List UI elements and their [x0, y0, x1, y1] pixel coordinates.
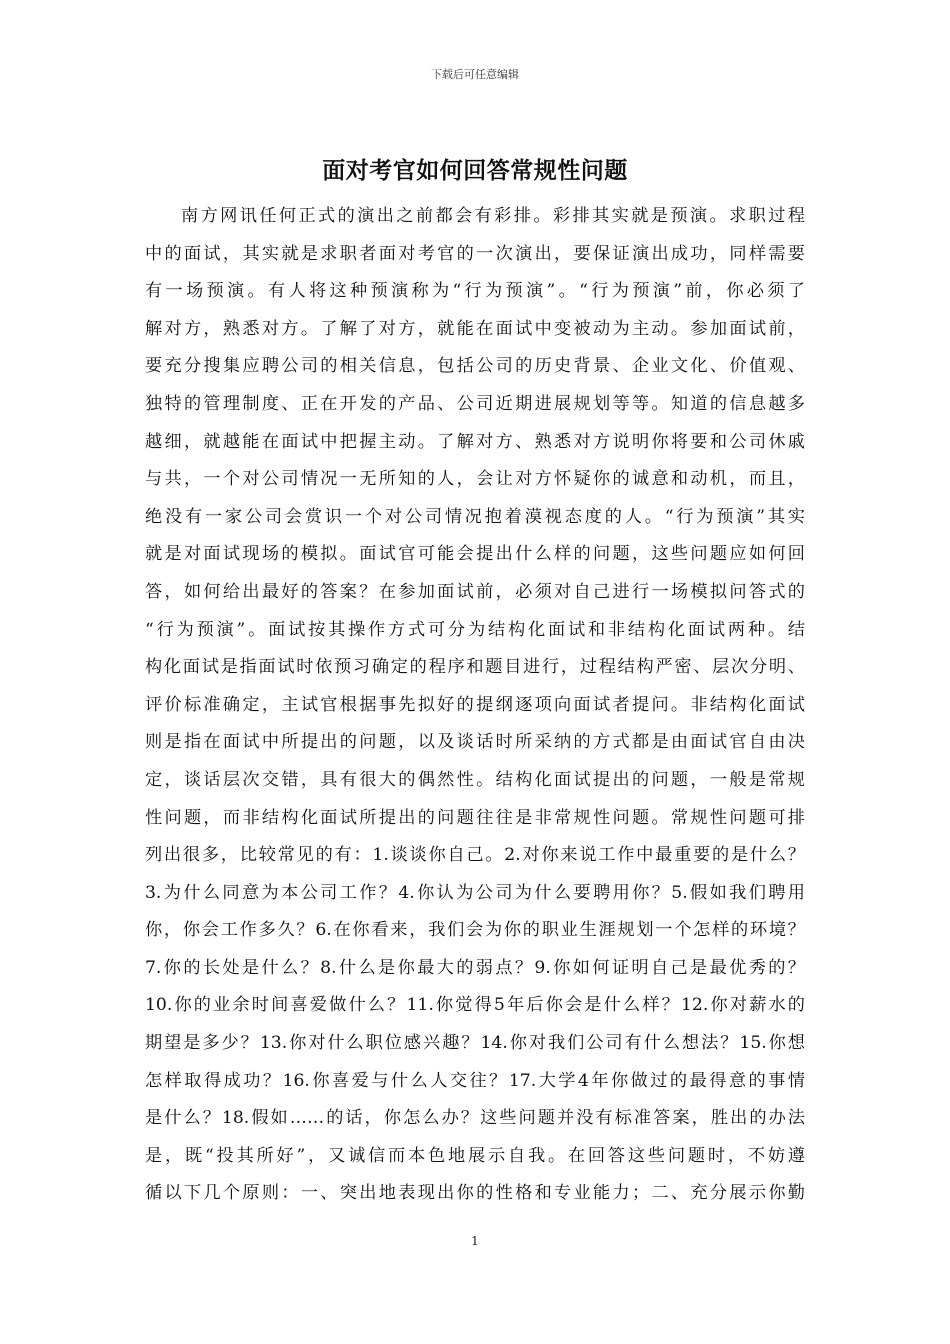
text-line: 则是指在面试中所提出的问题，以及谈话时所采纳的方式都是由面试官自由决	[145, 732, 805, 753]
text-line: 定，谈话层次交错，具有很大的偶然性。结构化面试提出的问题，一般是常规	[145, 769, 805, 790]
text-line: 南方网讯任何正式的演出之前都会有彩排。彩排其实就是预演。求职过程	[181, 206, 805, 226]
text-line: 评价标准确定，主试官根据事先拟好的提纲逐项向面试者提问。非结构化面试	[145, 694, 805, 715]
text-line: 要充分搜集应聘公司的相关信息，包括公司的历史背景、企业文化、价值观、	[145, 356, 805, 377]
text-line: 怎样取得成功？16.你喜爱与什么人交往？17.大学4年你做过的最得意的事情	[145, 1070, 805, 1091]
text-line: 越细，就越能在面试中把握主动。了解对方、熟悉对方说明你将要和公司休戚	[145, 431, 805, 452]
text-line: 10.你的业余时间喜爱做什么？11.你觉得5年后你会是什么样？12.你对薪水的	[145, 995, 805, 1016]
body-paragraph	[145, 198, 805, 1213]
text-line: 3.为什么同意为本公司工作？4.你认为公司为什么要聘用你？5.假如我们聘用	[145, 882, 805, 903]
page-number: 1	[471, 1234, 479, 1248]
text-line: “行为预演”。面试按其操作方式可分为结构化面试和非结构化面试两种。结	[145, 619, 805, 640]
text-line: 是什么？18.假如……的话，你怎么办？这些问题并没有标准答案，胜出的办法	[145, 1108, 805, 1129]
text-line: 就是对面试现场的模拟。面试官可能会提出什么样的问题，这些问题应如何回	[145, 544, 805, 565]
text-line: 有一场预演。有人将这种预演称为“行为预演”。“行为预演”前，你必须了	[145, 281, 805, 302]
text-line: 构化面试是指面试时依预习确定的程序和题目进行，过程结构严密、层次分明、	[145, 657, 805, 678]
text-line: 列出很多，比较常见的有：1.谈谈你自己。2.对你来说工作中最重要的是什么？	[145, 845, 805, 866]
text-line: 7.你的长处是什么？8.什么是你最大的弱点？9.你如何证明自己是最优秀的？	[145, 957, 805, 978]
text-line: 循以下几个原则：一、突出地表现出你的性格和专业能力；二、充分展示你勤	[145, 1183, 805, 1204]
text-line: 与共，一个对公司情况一无所知的人，会让对方怀疑你的诚意和动机，而且，	[145, 469, 805, 490]
text-line: 答，如何给出最好的答案？在参加面试前，必须对自己进行一场模拟问答式的	[145, 581, 805, 602]
text-line: 是，既“投其所好”，又诚信而本色地展示自我。在回答这些问题时，不妨遵	[145, 1145, 805, 1166]
text-line: 你，你会工作多久？6.在你看来，我们会为你的职业生涯规划一个怎样的环境？	[145, 920, 805, 941]
text-line: 独特的管理制度、正在开发的产品、公司近期进展规划等等。知道的信息越多	[145, 393, 805, 414]
text-line: 中的面试，其实就是求职者面对考官的一次演出，要保证演出成功，同样需要	[145, 243, 805, 264]
document-title: 面对考官如何回答常规性问题	[322, 158, 628, 184]
text-line: 期望是多少？13.你对什么职位感兴趣？14.你对我们公司有什么想法？15.你想	[145, 1033, 805, 1054]
text-line: 解对方，熟悉对方。了解了对方，就能在面试中变被动为主动。参加面试前，	[145, 318, 805, 339]
text-line: 绝没有一家公司会赏识一个对公司情况抱着漠视态度的人。“行为预演”其实	[145, 506, 805, 527]
text-line: 性问题，而非结构化面试所提出的问题往往是非常规性问题。常规性问题可排	[145, 807, 805, 828]
header-note: 下载后可任意编辑	[431, 68, 519, 81]
